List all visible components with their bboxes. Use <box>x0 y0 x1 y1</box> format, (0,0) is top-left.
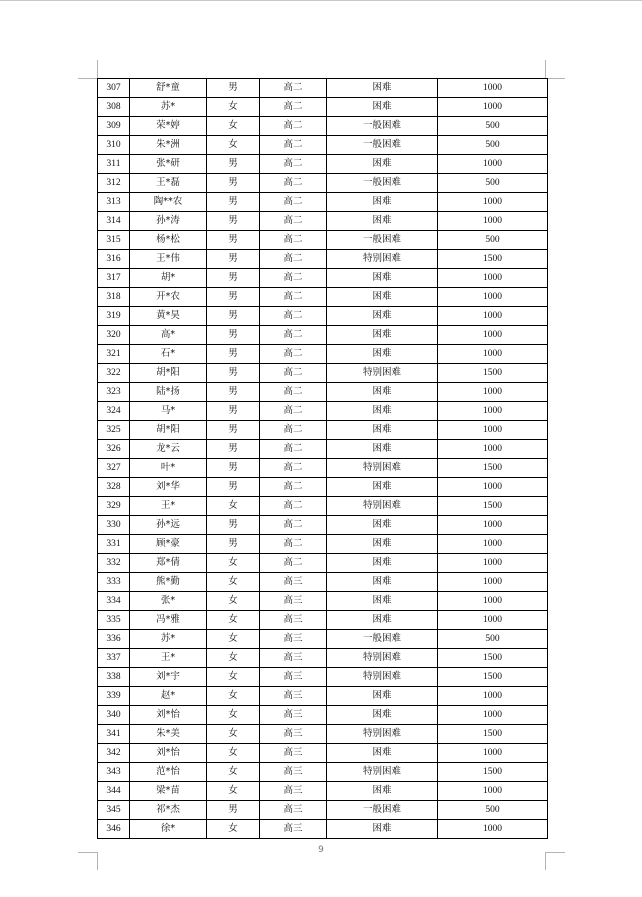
difficulty-level-cell: 困难 <box>327 611 438 630</box>
student-name-cell: 开*农 <box>130 288 207 307</box>
grade-cell: 高二 <box>260 174 327 193</box>
grade-cell: 高三 <box>260 763 327 782</box>
row-number-cell: 313 <box>98 193 130 212</box>
crop-mark-top-left-v <box>97 60 98 78</box>
grade-cell: 高二 <box>260 459 327 478</box>
aid-amount-cell: 1000 <box>438 535 548 554</box>
row-number-cell: 342 <box>98 744 130 763</box>
aid-amount-cell: 1000 <box>438 383 548 402</box>
student-name-cell: 王*磊 <box>130 174 207 193</box>
table-row <box>98 687 548 706</box>
aid-amount-cell: 1500 <box>438 497 548 516</box>
table-row <box>98 820 548 839</box>
aid-amount-cell: 1000 <box>438 687 548 706</box>
difficulty-level-cell: 困难 <box>327 744 438 763</box>
gender-cell: 女 <box>207 649 260 668</box>
aid-amount-cell: 500 <box>438 630 548 649</box>
table-row <box>98 782 548 801</box>
aid-amount-cell: 1000 <box>438 554 548 573</box>
grade-cell: 高三 <box>260 630 327 649</box>
student-name-cell: 龙*云 <box>130 440 207 459</box>
gender-cell: 女 <box>207 497 260 516</box>
table-row <box>98 421 548 440</box>
table-row <box>98 801 548 820</box>
aid-amount-cell: 1000 <box>438 288 548 307</box>
difficulty-level-cell: 困难 <box>327 212 438 231</box>
aid-amount-cell: 1000 <box>438 79 548 98</box>
student-name-cell: 石* <box>130 345 207 364</box>
difficulty-level-cell: 特别困难 <box>327 763 438 782</box>
table-row <box>98 706 548 725</box>
row-number-cell: 318 <box>98 288 130 307</box>
grade-cell: 高三 <box>260 687 327 706</box>
difficulty-level-cell: 困难 <box>327 288 438 307</box>
gender-cell: 男 <box>207 516 260 535</box>
gender-cell: 女 <box>207 611 260 630</box>
student-name-cell: 孙*远 <box>130 516 207 535</box>
student-name-cell: 王* <box>130 649 207 668</box>
aid-amount-cell: 1500 <box>438 459 548 478</box>
grade-cell: 高三 <box>260 744 327 763</box>
gender-cell: 女 <box>207 725 260 744</box>
table-row <box>98 155 548 174</box>
gender-cell: 女 <box>207 592 260 611</box>
grade-cell: 高三 <box>260 782 327 801</box>
aid-amount-cell: 500 <box>438 136 548 155</box>
difficulty-level-cell: 困难 <box>327 193 438 212</box>
gender-cell: 女 <box>207 630 260 649</box>
row-number-cell: 330 <box>98 516 130 535</box>
difficulty-level-cell: 困难 <box>327 782 438 801</box>
row-number-cell: 340 <box>98 706 130 725</box>
student-name-cell: 高* <box>130 326 207 345</box>
row-number-cell: 307 <box>98 79 130 98</box>
student-name-cell: 苏* <box>130 630 207 649</box>
student-name-cell: 刘*华 <box>130 478 207 497</box>
aid-amount-cell: 1000 <box>438 440 548 459</box>
gender-cell: 男 <box>207 440 260 459</box>
table-row <box>98 725 548 744</box>
gender-cell: 女 <box>207 763 260 782</box>
difficulty-level-cell: 特别困难 <box>327 250 438 269</box>
grade-cell: 高二 <box>260 364 327 383</box>
gender-cell: 男 <box>207 459 260 478</box>
difficulty-level-cell: 困难 <box>327 440 438 459</box>
grade-cell: 高二 <box>260 250 327 269</box>
aid-amount-cell: 1500 <box>438 250 548 269</box>
aid-amount-cell: 1000 <box>438 212 548 231</box>
table-row <box>98 307 548 326</box>
aid-amount-cell: 500 <box>438 801 548 820</box>
difficulty-level-cell: 特别困难 <box>327 725 438 744</box>
grade-cell: 高三 <box>260 611 327 630</box>
difficulty-level-cell: 一般困难 <box>327 136 438 155</box>
gender-cell: 男 <box>207 307 260 326</box>
table-row <box>98 497 548 516</box>
student-name-cell: 胡* <box>130 269 207 288</box>
aid-amount-cell: 1000 <box>438 98 548 117</box>
student-name-cell: 胡*阳 <box>130 364 207 383</box>
student-name-cell: 马* <box>130 402 207 421</box>
row-number-cell: 328 <box>98 478 130 497</box>
gender-cell: 男 <box>207 364 260 383</box>
aid-amount-cell: 1000 <box>438 478 548 497</box>
gender-cell: 女 <box>207 782 260 801</box>
grade-cell: 高三 <box>260 573 327 592</box>
table-row <box>98 763 548 782</box>
difficulty-level-cell: 一般困难 <box>327 231 438 250</box>
difficulty-level-cell: 一般困难 <box>327 174 438 193</box>
table-row <box>98 440 548 459</box>
table-row <box>98 573 548 592</box>
difficulty-level-cell: 困难 <box>327 155 438 174</box>
row-number-cell: 321 <box>98 345 130 364</box>
aid-amount-cell: 1000 <box>438 573 548 592</box>
row-number-cell: 309 <box>98 117 130 136</box>
table-row <box>98 668 548 687</box>
student-name-cell: 范*怡 <box>130 763 207 782</box>
grade-cell: 高二 <box>260 136 327 155</box>
aid-amount-cell: 1000 <box>438 782 548 801</box>
row-number-cell: 334 <box>98 592 130 611</box>
grade-cell: 高二 <box>260 535 327 554</box>
student-name-cell: 胡*阳 <box>130 421 207 440</box>
aid-amount-cell: 500 <box>438 231 548 250</box>
grade-cell: 高二 <box>260 497 327 516</box>
difficulty-level-cell: 困难 <box>327 687 438 706</box>
aid-amount-cell: 1000 <box>438 155 548 174</box>
table-row <box>98 364 548 383</box>
row-number-cell: 311 <box>98 155 130 174</box>
table-row <box>98 326 548 345</box>
difficulty-level-cell: 困难 <box>327 98 438 117</box>
grade-cell: 高二 <box>260 554 327 573</box>
gender-cell: 男 <box>207 155 260 174</box>
table-row <box>98 136 548 155</box>
table-row <box>98 174 548 193</box>
table-row <box>98 516 548 535</box>
row-number-cell: 317 <box>98 269 130 288</box>
student-name-cell: 刘*宇 <box>130 668 207 687</box>
difficulty-level-cell: 困难 <box>327 326 438 345</box>
table-row <box>98 592 548 611</box>
gender-cell: 男 <box>207 288 260 307</box>
table-row <box>98 79 548 98</box>
grade-cell: 高二 <box>260 193 327 212</box>
row-number-cell: 326 <box>98 440 130 459</box>
table-row <box>98 630 548 649</box>
student-name-cell: 叶* <box>130 459 207 478</box>
aid-amount-cell: 500 <box>438 174 548 193</box>
grade-cell: 高二 <box>260 345 327 364</box>
gender-cell: 女 <box>207 668 260 687</box>
student-aid-table <box>97 78 548 839</box>
table-row <box>98 212 548 231</box>
aid-amount-cell: 1500 <box>438 725 548 744</box>
row-number-cell: 335 <box>98 611 130 630</box>
gender-cell: 男 <box>207 250 260 269</box>
row-number-cell: 336 <box>98 630 130 649</box>
aid-amount-cell: 1000 <box>438 706 548 725</box>
table-row <box>98 744 548 763</box>
row-number-cell: 341 <box>98 725 130 744</box>
aid-amount-cell: 1000 <box>438 326 548 345</box>
grade-cell: 高二 <box>260 421 327 440</box>
page-number: 9 <box>318 845 324 855</box>
crop-mark-top-right-v <box>545 60 546 78</box>
student-name-cell: 祁*杰 <box>130 801 207 820</box>
difficulty-level-cell: 困难 <box>327 79 438 98</box>
gender-cell: 男 <box>207 402 260 421</box>
gender-cell: 女 <box>207 744 260 763</box>
row-number-cell: 344 <box>98 782 130 801</box>
aid-amount-cell: 1500 <box>438 668 548 687</box>
grade-cell: 高二 <box>260 212 327 231</box>
difficulty-level-cell: 困难 <box>327 383 438 402</box>
table-row <box>98 345 548 364</box>
table-row <box>98 231 548 250</box>
gender-cell: 男 <box>207 79 260 98</box>
difficulty-level-cell: 一般困难 <box>327 117 438 136</box>
student-name-cell: 梁*苗 <box>130 782 207 801</box>
student-name-cell: 徐* <box>130 820 207 839</box>
student-name-cell: 刘*怡 <box>130 706 207 725</box>
difficulty-level-cell: 困难 <box>327 307 438 326</box>
gender-cell: 女 <box>207 820 260 839</box>
grade-cell: 高三 <box>260 820 327 839</box>
student-name-cell: 陆*扬 <box>130 383 207 402</box>
row-number-cell: 331 <box>98 535 130 554</box>
table-row <box>98 554 548 573</box>
student-name-cell: 杨*松 <box>130 231 207 250</box>
row-number-cell: 327 <box>98 459 130 478</box>
row-number-cell: 332 <box>98 554 130 573</box>
grade-cell: 高三 <box>260 668 327 687</box>
difficulty-level-cell: 一般困难 <box>327 630 438 649</box>
row-number-cell: 333 <box>98 573 130 592</box>
student-name-cell: 陶**农 <box>130 193 207 212</box>
difficulty-level-cell: 困难 <box>327 402 438 421</box>
gender-cell: 男 <box>207 383 260 402</box>
student-name-cell: 赵* <box>130 687 207 706</box>
difficulty-level-cell: 困难 <box>327 421 438 440</box>
aid-amount-cell: 1000 <box>438 744 548 763</box>
difficulty-level-cell: 特别困难 <box>327 649 438 668</box>
aid-amount-cell: 1000 <box>438 611 548 630</box>
grade-cell: 高二 <box>260 79 327 98</box>
table-row <box>98 611 548 630</box>
row-number-cell: 323 <box>98 383 130 402</box>
difficulty-level-cell: 困难 <box>327 820 438 839</box>
aid-amount-cell: 1000 <box>438 820 548 839</box>
student-name-cell: 舒*童 <box>130 79 207 98</box>
row-number-cell: 343 <box>98 763 130 782</box>
student-name-cell: 王*伟 <box>130 250 207 269</box>
aid-amount-cell: 1000 <box>438 421 548 440</box>
difficulty-level-cell: 困难 <box>327 535 438 554</box>
aid-amount-cell: 1000 <box>438 269 548 288</box>
table-row <box>98 288 548 307</box>
row-number-cell: 308 <box>98 98 130 117</box>
row-number-cell: 316 <box>98 250 130 269</box>
table-body <box>98 79 548 839</box>
student-name-cell: 荣*婷 <box>130 117 207 136</box>
row-number-cell: 312 <box>98 174 130 193</box>
difficulty-level-cell: 一般困难 <box>327 801 438 820</box>
row-number-cell: 325 <box>98 421 130 440</box>
gender-cell: 男 <box>207 535 260 554</box>
row-number-cell: 345 <box>98 801 130 820</box>
difficulty-level-cell: 特别困难 <box>327 668 438 687</box>
table-row <box>98 459 548 478</box>
student-name-cell: 朱*美 <box>130 725 207 744</box>
difficulty-level-cell: 困难 <box>327 516 438 535</box>
gender-cell: 男 <box>207 212 260 231</box>
row-number-cell: 337 <box>98 649 130 668</box>
student-name-cell: 孙*涛 <box>130 212 207 231</box>
student-name-cell: 苏* <box>130 98 207 117</box>
difficulty-level-cell: 困难 <box>327 592 438 611</box>
aid-amount-cell: 500 <box>438 117 548 136</box>
gender-cell: 男 <box>207 421 260 440</box>
gender-cell: 女 <box>207 687 260 706</box>
aid-amount-cell: 1000 <box>438 402 548 421</box>
difficulty-level-cell: 困难 <box>327 554 438 573</box>
aid-amount-cell: 1500 <box>438 364 548 383</box>
row-number-cell: 338 <box>98 668 130 687</box>
student-name-cell: 刘*怡 <box>130 744 207 763</box>
grade-cell: 高二 <box>260 383 327 402</box>
grade-cell: 高二 <box>260 288 327 307</box>
grade-cell: 高二 <box>260 478 327 497</box>
row-number-cell: 329 <box>98 497 130 516</box>
table-row <box>98 649 548 668</box>
difficulty-level-cell: 困难 <box>327 573 438 592</box>
grade-cell: 高二 <box>260 440 327 459</box>
table-row <box>98 402 548 421</box>
row-number-cell: 314 <box>98 212 130 231</box>
aid-amount-cell: 1500 <box>438 763 548 782</box>
table-row <box>98 383 548 402</box>
difficulty-level-cell: 特别困难 <box>327 364 438 383</box>
table-row <box>98 250 548 269</box>
grade-cell: 高二 <box>260 231 327 250</box>
grade-cell: 高三 <box>260 592 327 611</box>
grade-cell: 高三 <box>260 706 327 725</box>
student-name-cell: 郑*倩 <box>130 554 207 573</box>
grade-cell: 高二 <box>260 516 327 535</box>
student-name-cell: 熊*勤 <box>130 573 207 592</box>
row-number-cell: 310 <box>98 136 130 155</box>
aid-amount-cell: 1000 <box>438 516 548 535</box>
gender-cell: 女 <box>207 554 260 573</box>
gender-cell: 女 <box>207 136 260 155</box>
row-number-cell: 339 <box>98 687 130 706</box>
difficulty-level-cell: 困难 <box>327 478 438 497</box>
grade-cell: 高二 <box>260 402 327 421</box>
crop-mark-top-left-h <box>78 78 97 79</box>
aid-amount-cell: 1500 <box>438 649 548 668</box>
table-row <box>98 193 548 212</box>
student-name-cell: 朱*洲 <box>130 136 207 155</box>
gender-cell: 女 <box>207 117 260 136</box>
grade-cell: 高二 <box>260 155 327 174</box>
grade-cell: 高二 <box>260 326 327 345</box>
table-row <box>98 535 548 554</box>
student-name-cell: 张*研 <box>130 155 207 174</box>
difficulty-level-cell: 特别困难 <box>327 497 438 516</box>
difficulty-level-cell: 困难 <box>327 269 438 288</box>
row-number-cell: 346 <box>98 820 130 839</box>
student-name-cell: 顾*豪 <box>130 535 207 554</box>
gender-cell: 男 <box>207 174 260 193</box>
difficulty-level-cell: 困难 <box>327 345 438 364</box>
gender-cell: 女 <box>207 573 260 592</box>
student-name-cell: 冯*雅 <box>130 611 207 630</box>
grade-cell: 高二 <box>260 269 327 288</box>
student-name-cell: 王* <box>130 497 207 516</box>
table-row <box>98 478 548 497</box>
aid-amount-cell: 1000 <box>438 193 548 212</box>
row-number-cell: 324 <box>98 402 130 421</box>
window-top-border <box>0 0 642 1</box>
row-number-cell: 315 <box>98 231 130 250</box>
grade-cell: 高二 <box>260 307 327 326</box>
grade-cell: 高二 <box>260 117 327 136</box>
gender-cell: 男 <box>207 231 260 250</box>
difficulty-level-cell: 特别困难 <box>327 459 438 478</box>
aid-amount-cell: 1000 <box>438 345 548 364</box>
gender-cell: 男 <box>207 801 260 820</box>
gender-cell: 男 <box>207 193 260 212</box>
gender-cell: 女 <box>207 706 260 725</box>
table-row <box>98 117 548 136</box>
row-number-cell: 319 <box>98 307 130 326</box>
row-number-cell: 322 <box>98 364 130 383</box>
grade-cell: 高三 <box>260 649 327 668</box>
row-number-cell: 320 <box>98 326 130 345</box>
gender-cell: 女 <box>207 98 260 117</box>
aid-amount-cell: 1000 <box>438 592 548 611</box>
student-name-cell: 黄*昊 <box>130 307 207 326</box>
gender-cell: 男 <box>207 326 260 345</box>
grade-cell: 高二 <box>260 98 327 117</box>
table-row <box>98 98 548 117</box>
aid-amount-cell: 1000 <box>438 307 548 326</box>
difficulty-level-cell: 困难 <box>327 706 438 725</box>
grade-cell: 高三 <box>260 801 327 820</box>
gender-cell: 男 <box>207 269 260 288</box>
grade-cell: 高三 <box>260 725 327 744</box>
crop-mark-top-right-h <box>546 78 565 79</box>
gender-cell: 男 <box>207 478 260 497</box>
student-name-cell: 张* <box>130 592 207 611</box>
gender-cell: 男 <box>207 345 260 364</box>
table-row <box>98 269 548 288</box>
